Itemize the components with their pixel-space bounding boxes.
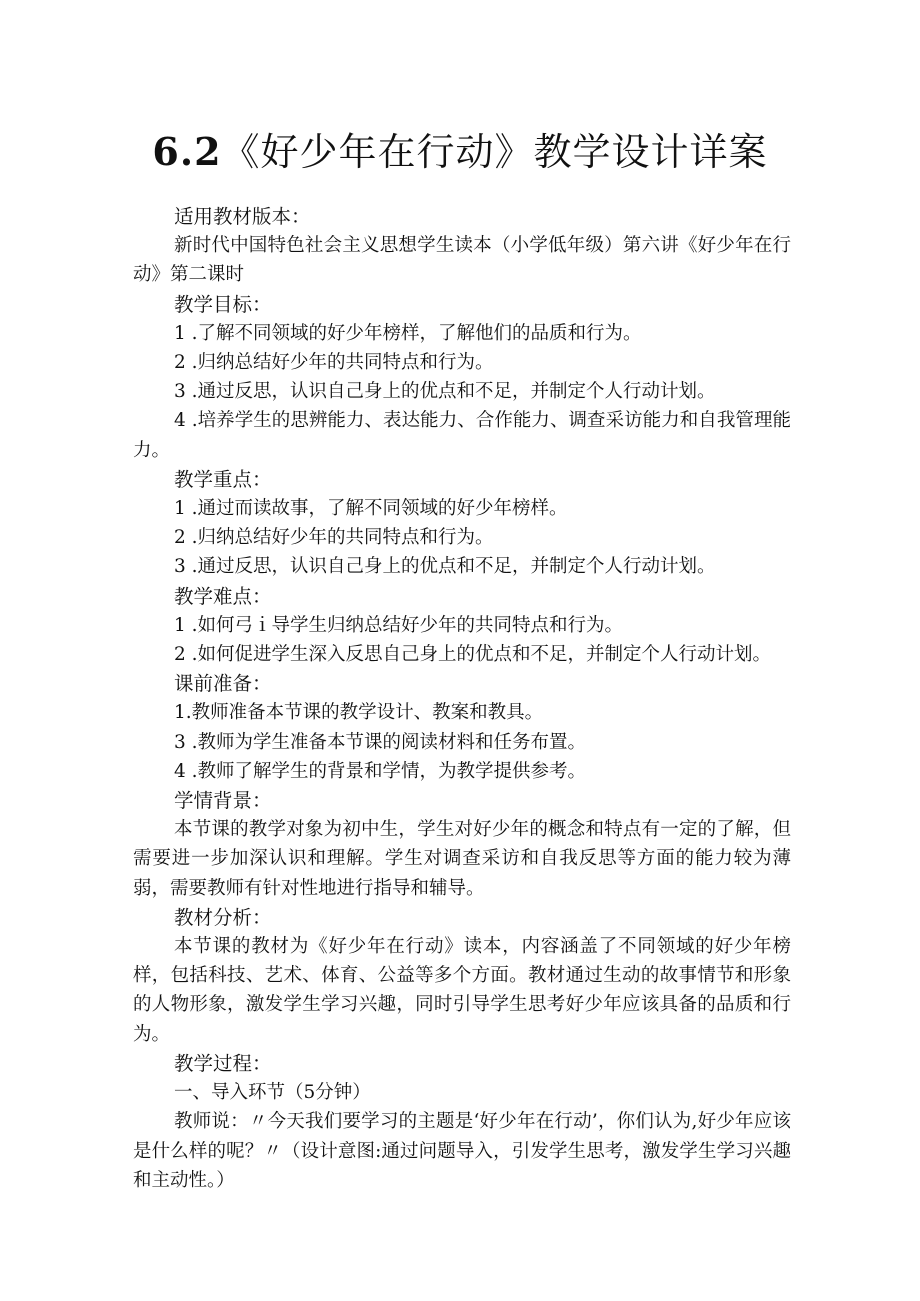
section-heading-material-analysis: 教材分析： bbox=[174, 905, 272, 929]
list-item: 3 .教师为学生准备本节课的阅读材料和任务布置。 bbox=[174, 731, 587, 753]
section-heading-textbook: 适用教材版本： bbox=[174, 205, 311, 228]
title-number: 6.2 bbox=[152, 129, 222, 174]
title-text: 《好少年在行动》教学设计详案 bbox=[221, 130, 768, 174]
document-body bbox=[133, 202, 791, 1195]
document-title bbox=[0, 128, 920, 176]
list-item: 1 .通过而读故事，了解不同领域的好少年榜样。 bbox=[174, 498, 568, 520]
list-item: 1 .了解不同领域的好少年榜样，了解他们的品质和行为。 bbox=[174, 322, 642, 344]
paragraph: 本节课的教材为《好少年在行动》读本，内容涵盖了不同领域的好少年榜样，包括科技、艺术、体育、公益等多个方面。教材通过生动的故事情节和形象的人物形象，激发学生学习兴趣，同时引导学生思考好少年应该具备的品质和行为。 bbox=[133, 936, 791, 1045]
section-heading-preparation: 课前准备： bbox=[174, 672, 272, 696]
list-item: 2 .如何促进学生深入反思自己身上的优点和不足，并制定个人行动计划。 bbox=[174, 644, 772, 666]
subsection-heading: 一、导入环节（5分钟） bbox=[174, 1082, 371, 1104]
list-item: 1.教师准备本节课的教学设计、教案和教具。 bbox=[174, 702, 544, 724]
list-item: 3 .通过反思，认识自己身上的优点和不足，并制定个人行动计划。 bbox=[174, 381, 716, 403]
paragraph: 本节课的教学对象为初中生，学生对好少年的概念和特点有一定的了解，但需要进一步加深认识和理解。学生对调查采访和自我反思等方面的能力较为薄弱，需要教师有针对性地进行指导和辅导。 bbox=[133, 819, 791, 899]
list-item: 2 .归纳总结好少年的共同特点和行为。 bbox=[174, 352, 494, 374]
section-heading-objectives: 教学目标： bbox=[174, 292, 272, 316]
list-item: 4 .教师了解学生的背景和学情，为教学提供参考。 bbox=[174, 760, 587, 782]
paragraph: 新时代中国特色社会主义思想学生读本（小学低年级）第六讲《好少年在行动》第二课时 bbox=[133, 235, 791, 286]
section-heading-difficulties: 教学难点： bbox=[174, 584, 272, 608]
list-item: 3 .通过反思，认识自己身上的优点和不足，并制定个人行动计划。 bbox=[174, 556, 716, 578]
section-heading-student-background: 学情背景： bbox=[174, 789, 272, 813]
paragraph: 教师说：〃今天我们要学习的主题是‘好少年在行动’，你们认为,好少年应该是什么样的呢？〃（设计意图:通过问题导入，引发学生思考，激发学生学习兴趣和主动性。） bbox=[133, 1111, 791, 1191]
list-item: 1 .如何弓ｉ导学生归纳总结好少年的共同特点和行为。 bbox=[174, 614, 624, 636]
list-item: 2 .归纳总结好少年的共同特点和行为。 bbox=[174, 527, 494, 549]
section-heading-key-points: 教学重点： bbox=[174, 467, 272, 491]
list-item: 4 .培养学生的思辨能力、表达能力、合作能力、调查采访能力和自我管理能力。 bbox=[133, 410, 791, 461]
section-heading-teaching-process: 教学过程： bbox=[174, 1051, 272, 1075]
